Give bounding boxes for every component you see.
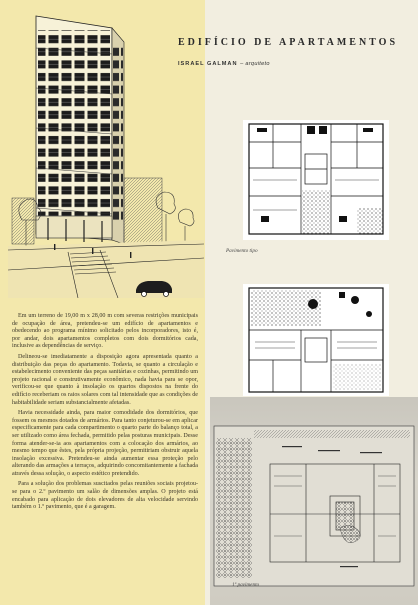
first-floor-plan [210,416,418,592]
architect-name: ISRAEL GALMAN [178,61,238,67]
caption-typical-floor: Pavimento tipo [226,248,258,254]
second-floor-plan [243,284,389,396]
building-illustration [8,8,204,298]
article-body [12,313,198,515]
left-column [0,0,205,605]
typical-floor-plan [243,120,389,240]
article-paragraph: Delineou-se imediatamente a disposição agora apresentada quanto a distribuição das peças do apartamento. Todavia, se quanto a circulação e estabelecimento conveniente das peças sanitárias e cozinhas, permitindo um projeto racional e construtivamente econômico, nada havia para se opor, verificou-se que quanto à insolação os quartos dispostos na frente do edifício receberiam os raios solares com tal intensidade que as condições de habitabilidade seriam substancialmente afetadas. [12,353,198,406]
architect-role: – arquiteto [240,61,270,67]
page-title: EDIFÍCIO DE APARTAMENTOS [178,37,399,48]
caption-first-floor: 1º pavimento [232,582,260,588]
article-paragraph: Para a solução dos problemas suscitados pelas reuniões sociais projetou-se para o 2.º pavimento um salão de dimensões amplas. O projeto está encabado para aplicação de dois elevadores de alta velocidade servindo também o 1.º pavimento, que é a garagem. [12,481,198,511]
article-paragraph: Em um terreno de 19,00 m x 28,00 m com severas restrições municipais de ocupação de área, pretendeu-se um edifício de apartamentos e obedecendo ao programa mínimo solicitado pelos incorporadores, isto é, por andar, dois apartamentos completos com dois dormitórios cada, inclusive as dependências de serviço. [12,313,198,350]
article-paragraph: Havia necessidade ainda, para maior comodidade dos dormitórios, que fossem os mesmos dotados de armários. Para tanto conjeturou-se em aplicar especificamente para cada compartimento o quarto parte do balanço total, a ser utilizado como área fechada, permitido pelas posturas municipais. Desse forma atender-se-ia aos apartamentos com a colocação dos armários, ao mesmo tempo que êstes, pela própria projeção, permitiriam obstruir aquela insolação excessiva. Pretendeu-se ainda aumentar essa proteção pelo alterando das armações a terraços, adquirindo concomitantemente a fachada através dessa solução, o aspecto estético pretendido. [12,410,198,477]
architect-credit [178,61,270,67]
